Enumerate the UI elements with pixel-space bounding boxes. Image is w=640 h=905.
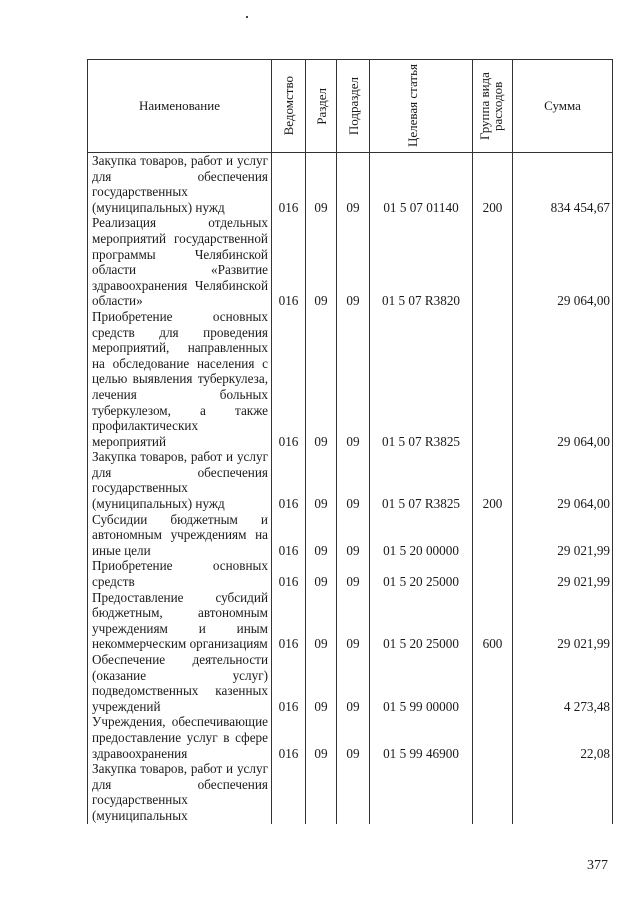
row-name: Обеспечение деятельности (оказание услуг) подведомственных казенных учреждений bbox=[88, 652, 272, 714]
row-sum: 29 021,99 bbox=[513, 558, 613, 589]
row-subsection: 09 bbox=[337, 309, 370, 449]
row-sum: 834 454,67 bbox=[513, 153, 613, 216]
row-name: Предоставление субсидий бюджетным, автономным учреждениям и иным некоммерческим организациям bbox=[88, 590, 272, 652]
row-section: 09 bbox=[306, 215, 337, 309]
row-target: 01 5 20 00000 bbox=[370, 512, 473, 559]
header-name: Наименование bbox=[88, 60, 272, 153]
row-section: 09 bbox=[306, 449, 337, 511]
row-section: 09 bbox=[306, 558, 337, 589]
header-dept: Ведомство bbox=[272, 60, 306, 153]
row-target: 01 5 20 25000 bbox=[370, 558, 473, 589]
table-row bbox=[88, 714, 613, 761]
row-expense-group bbox=[473, 714, 513, 761]
scan-speck bbox=[246, 16, 248, 18]
header-target: Целевая статья bbox=[370, 60, 473, 153]
table-row bbox=[88, 761, 613, 823]
table-row bbox=[88, 558, 613, 589]
row-expense-group bbox=[473, 652, 513, 714]
row-expense-group: 200 bbox=[473, 449, 513, 511]
row-name: Закупка товаров, работ и услуг для обеспечения государственных (муниципальных) нужд bbox=[88, 153, 272, 216]
row-name: Учреждения, обеспечивающие предоставление услуг в сфере здравоохранения bbox=[88, 714, 272, 761]
row-expense-group bbox=[473, 215, 513, 309]
row-subsection: 09 bbox=[337, 215, 370, 309]
row-section: 09 bbox=[306, 153, 337, 216]
row-section: 09 bbox=[306, 309, 337, 449]
row-dept: 016 bbox=[272, 714, 306, 761]
row-name: Субсидии бюджетным и автономным учреждениям на иные цели bbox=[88, 512, 272, 559]
page-number: 377 bbox=[587, 858, 608, 873]
row-name: Приобретение основных средств bbox=[88, 558, 272, 589]
row-expense-group: 200 bbox=[473, 153, 513, 216]
row-name: Закупка товаров, работ и услуг для обеспечения государственных (муниципальных) нужд bbox=[88, 449, 272, 511]
row-section bbox=[306, 761, 337, 823]
table-row bbox=[88, 153, 613, 216]
header-expense-group: Группа вида расходов bbox=[473, 60, 513, 153]
row-sum: 29 064,00 bbox=[513, 309, 613, 449]
table-row bbox=[88, 309, 613, 449]
row-dept: 016 bbox=[272, 215, 306, 309]
table-row bbox=[88, 590, 613, 652]
row-sum: 29 064,00 bbox=[513, 449, 613, 511]
row-subsection: 09 bbox=[337, 512, 370, 559]
row-subsection: 09 bbox=[337, 590, 370, 652]
header-sum: Сумма bbox=[513, 60, 613, 153]
row-subsection: 09 bbox=[337, 652, 370, 714]
row-section: 09 bbox=[306, 512, 337, 559]
row-section: 09 bbox=[306, 714, 337, 761]
row-name: Приобретение основных средств для проведения мероприятий, направленных на обследование населения с целью выявления туберкулеза, лечения больных туберкулезом, а также профилактических мероприятий bbox=[88, 309, 272, 449]
row-expense-group: 600 bbox=[473, 590, 513, 652]
row-dept: 016 bbox=[272, 153, 306, 216]
table-row bbox=[88, 652, 613, 714]
row-sum: 29 021,99 bbox=[513, 590, 613, 652]
row-dept: 016 bbox=[272, 590, 306, 652]
row-dept: 016 bbox=[272, 449, 306, 511]
row-target: 01 5 20 25000 bbox=[370, 590, 473, 652]
row-sum: 4 273,48 bbox=[513, 652, 613, 714]
row-section: 09 bbox=[306, 590, 337, 652]
row-target bbox=[370, 761, 473, 823]
header-section: Раздел bbox=[306, 60, 337, 153]
table-row bbox=[88, 512, 613, 559]
row-target: 01 5 99 46900 bbox=[370, 714, 473, 761]
row-expense-group bbox=[473, 558, 513, 589]
row-sum: 22,08 bbox=[513, 714, 613, 761]
row-target: 01 5 07 R3825 bbox=[370, 309, 473, 449]
row-dept: 016 bbox=[272, 558, 306, 589]
row-section: 09 bbox=[306, 652, 337, 714]
budget-table bbox=[87, 59, 613, 824]
row-sum: 29 064,00 bbox=[513, 215, 613, 309]
row-dept: 016 bbox=[272, 652, 306, 714]
row-name: Закупка товаров, работ и услуг для обеспечения государственных (муниципальных bbox=[88, 761, 272, 823]
row-target: 01 5 07 01140 bbox=[370, 153, 473, 216]
row-target: 01 5 07 R3825 bbox=[370, 449, 473, 511]
row-sum: 29 021,99 bbox=[513, 512, 613, 559]
row-name: Реализация отдельных мероприятий государственной программы Челябинской области «Развитие здравоохранения Челябинской области» bbox=[88, 215, 272, 309]
row-expense-group bbox=[473, 309, 513, 449]
row-target: 01 5 07 R3820 bbox=[370, 215, 473, 309]
table-row bbox=[88, 215, 613, 309]
row-dept bbox=[272, 761, 306, 823]
row-target: 01 5 99 00000 bbox=[370, 652, 473, 714]
row-dept: 016 bbox=[272, 512, 306, 559]
row-subsection: 09 bbox=[337, 449, 370, 511]
row-sum bbox=[513, 761, 613, 823]
table-row bbox=[88, 449, 613, 511]
row-expense-group bbox=[473, 761, 513, 823]
row-subsection bbox=[337, 761, 370, 823]
header-row bbox=[88, 60, 613, 153]
row-expense-group bbox=[473, 512, 513, 559]
row-subsection: 09 bbox=[337, 714, 370, 761]
row-subsection: 09 bbox=[337, 558, 370, 589]
row-subsection: 09 bbox=[337, 153, 370, 216]
header-subsection: Подраздел bbox=[337, 60, 370, 153]
row-dept: 016 bbox=[272, 309, 306, 449]
